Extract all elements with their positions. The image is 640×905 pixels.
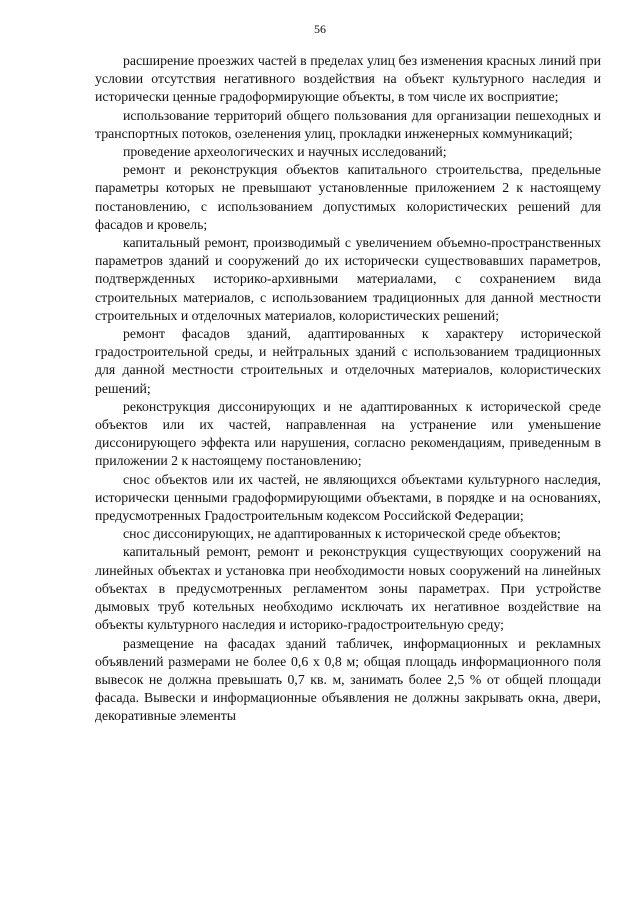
paragraph-road-widening: расширение проезжих частей в пределах улиц без изменения красных линий при условии отсутствия негативного воздействия на объект культурного наследия и исторически ценные градоформирующие объекты, в том числе их восприятие; — [95, 53, 601, 105]
paragraph-archaeological-research: проведение археологических и научных исследований; — [123, 144, 447, 160]
paragraph-demolition: снос объектов или их частей, не являющихся объектами культурного наследия, исторически ценными градоформирующими объектами, в порядке и на основаниях, предусмотренных Градостроительным кодексом Российской Федерации; — [95, 471, 601, 524]
paragraph-linear-objects: капитальный ремонт, ремонт и реконструкция существующих сооружений на линейных объектах и установка при необходимости новых сооружений на линейных объектах в предусмотренных регламентом зоны параметрах. При устройстве дымовых труб котельных необходимо исключать их негативное воздействие на объекты культурного наследия и историко-градостроительную среду; — [95, 544, 601, 633]
paragraph-dissonant-reconstruction: реконструкция диссонирующих и не адаптированных к исторической среде объектов или их частей, направленная на устранение или уменьшение диссонирующего эффекта или нарушения, согласно рекомендациям, приведенным в приложении 2 к настоящему постановлению; — [95, 398, 601, 469]
page-number: 56 — [314, 22, 326, 36]
paragraph-public-territory-use: использование территорий общего пользования для организации пешеходных и транспортных потоков, озеленения улиц, прокладки инженерных коммуникаций; — [95, 107, 601, 141]
paragraph-repair-reconstruction: ремонт и реконструкция объектов капитального строительства, предельные параметры которых не превышают установленные приложением 2 к настоящему постановлению, с использованием допустимых колористических решений для фасадов и кровель; — [95, 162, 601, 232]
paragraph-facade-repair: ремонт фасадов зданий, адаптированных к характеру исторической градостроительной среды, и нейтральных зданий с использованием традиционных для данной местности строительных и отделочных материалов, колористических решений; — [95, 326, 601, 396]
document-body — [95, 52, 601, 726]
paragraph-capital-repair: капитальный ремонт, производимый с увеличением объемно-пространственных параметров зданий и сооружений до их исторически существовавших параметров, подтвержденных историко-архивными материалами, с сохранением вида строительных материалов, с использованием традиционных для данной местности строительных и отделочных материалов, колористических решений; — [95, 235, 601, 323]
paragraph-signage: размещение на фасадах зданий табличек, информационных и рекламных объявлений размерами не более 0,6 х 0,8 м; общая площадь информационного поля вывесок не должна превышать 0,7 кв. м, занимать более 2,5 % от общей площади фасада. Вывески и информационные объявления не должны закрывать окна, двери, декоративные элементы — [95, 635, 601, 724]
paragraph-dissonant-demolition: снос диссонирующих, не адаптированных к исторической среде объектов; — [123, 526, 561, 542]
